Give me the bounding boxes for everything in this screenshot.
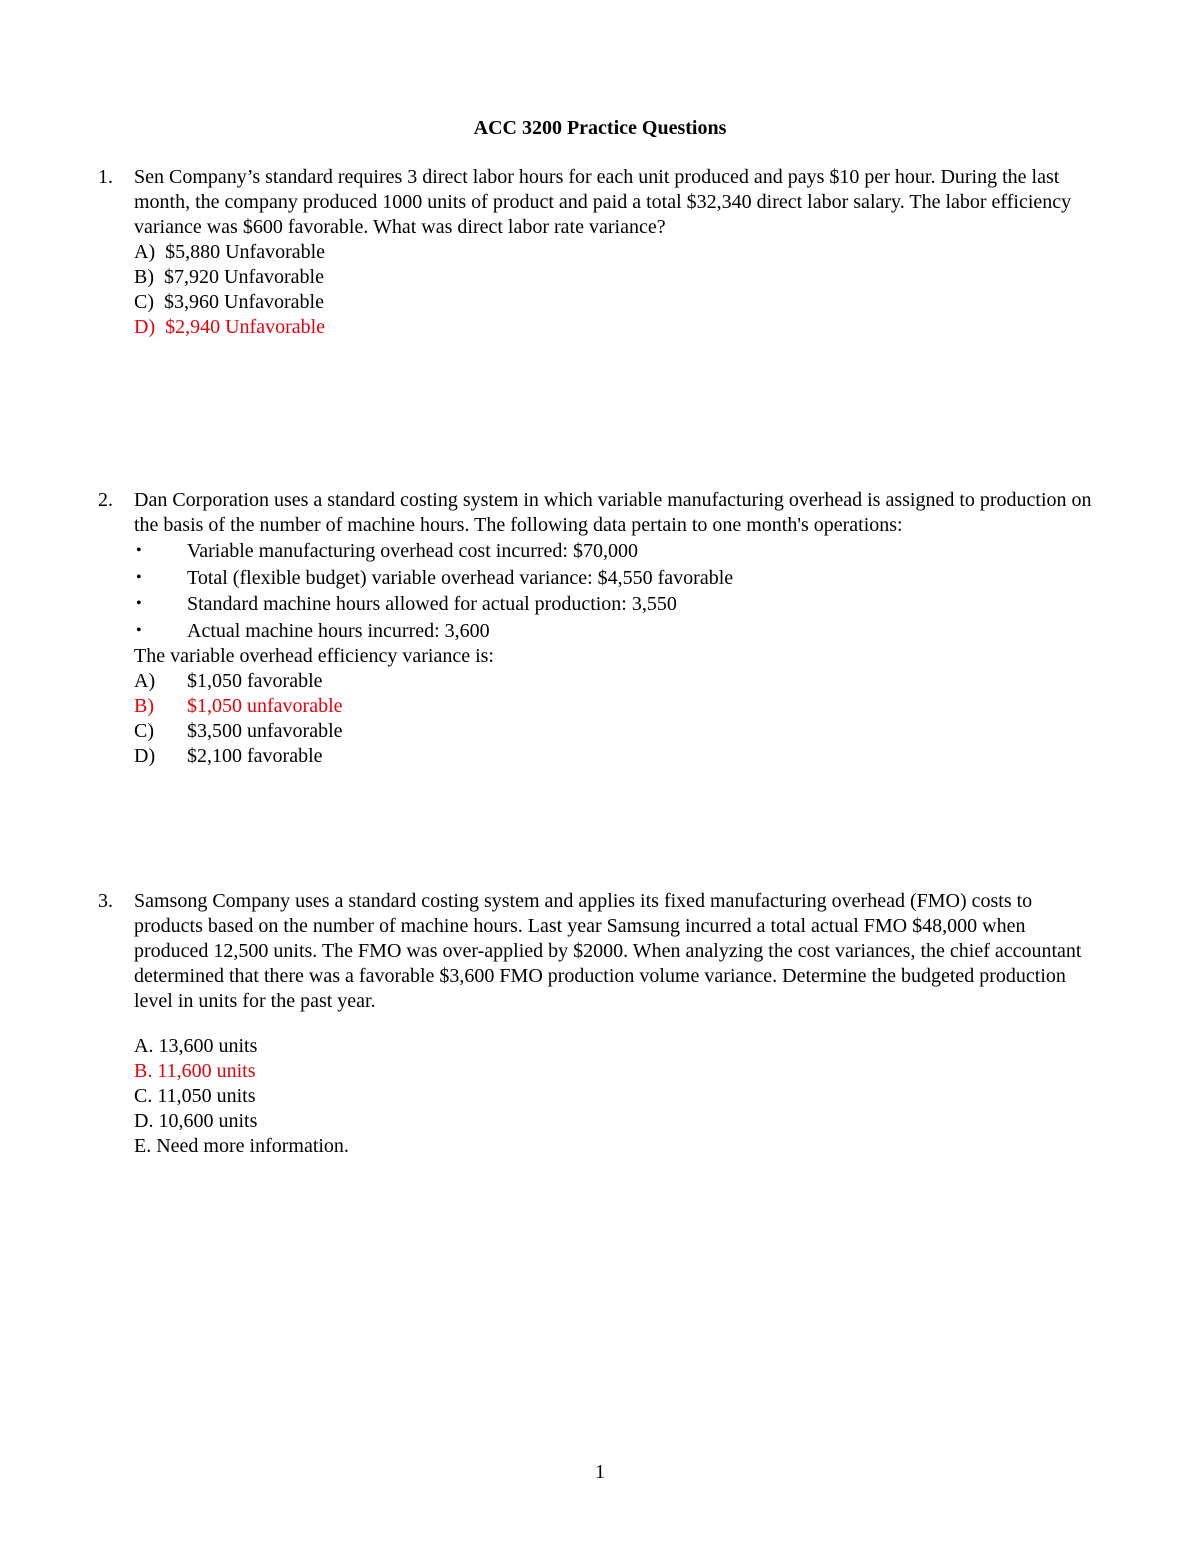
bullet-item: • Actual machine hours incurred: 3,600	[134, 618, 1098, 645]
bullet-icon: •	[136, 595, 142, 612]
option-b-correct: B. 11,600 units	[134, 1060, 256, 1082]
option-c: C) $3,500 unfavorable	[134, 720, 343, 742]
page-number: 1	[595, 1461, 605, 1483]
question-text: Sen Company’s standard requires 3 direct labor hours for each unit produced and pays $10 per hour. During the last month, the company produced 1000 units of product and paid a total $32,340 direct labor salary. The labor efficiency variance was $600 favorable. What was direct labor rate variance?	[134, 166, 1072, 238]
bullet-icon: •	[136, 621, 142, 639]
option-d-correct: D) $2,940 Unfavorable	[134, 316, 326, 338]
option-e: E. Need more information.	[134, 1135, 349, 1157]
question-text: Dan Corporation uses a standard costing system in which variable manufacturing overhead is assigned to production on the basis of the number of machine hours. The following data pertain to one month's operations:	[134, 489, 1092, 536]
option-a: A) $1,050 favorable	[134, 670, 323, 692]
data-bullet-list	[134, 538, 1098, 644]
question-2	[98, 488, 1098, 769]
bullet-item: • Variable manufacturing overhead cost incurred: $70,000	[134, 538, 1098, 565]
page-title: ACC 3200 Practice Questions	[473, 117, 727, 139]
bullet-item: • Total (flexible budget) variable overhead variance: $4,550 favorable	[134, 565, 1098, 592]
option-c: C. 11,050 units	[134, 1085, 256, 1107]
bullet-icon: •	[136, 568, 142, 586]
question-text: Samsong Company uses a standard costing system and applies its fixed manufacturing overhead (FMO) costs to products based on the number of machine hours. Last year Samsung incurred a total actual FMO $48,000 when produced 12,500 units. The FMO was over-applied by $2000. When analyzing the cost variances, the chief accountant determined that there was a favorable $3,600 FMO production volume variance. Determine the budgeted production level in units for the past year.	[134, 890, 1082, 1012]
option-c: C) $3,960 Unfavorable	[134, 291, 324, 313]
question-number: 3.	[98, 890, 113, 912]
option-d: D) $2,100 favorable	[134, 745, 323, 767]
options-list	[134, 1034, 1098, 1159]
question-number: 2.	[98, 489, 113, 511]
question-3	[98, 889, 1098, 1159]
option-b-correct: B) $1,050 unfavorable	[134, 695, 343, 717]
bullet-icon: •	[136, 542, 142, 559]
option-a: A) $5,880 Unfavorable	[134, 241, 326, 263]
question-prompt: The variable overhead efficiency variance is:	[134, 645, 494, 667]
option-d: D. 10,600 units	[134, 1110, 258, 1132]
option-b: B) $7,920 Unfavorable	[134, 266, 324, 288]
option-a: A. 13,600 units	[134, 1035, 258, 1057]
question-number: 1.	[98, 166, 113, 188]
bullet-item: • Standard machine hours allowed for actual production: 3,550	[134, 591, 1098, 618]
question-1	[98, 165, 1098, 340]
